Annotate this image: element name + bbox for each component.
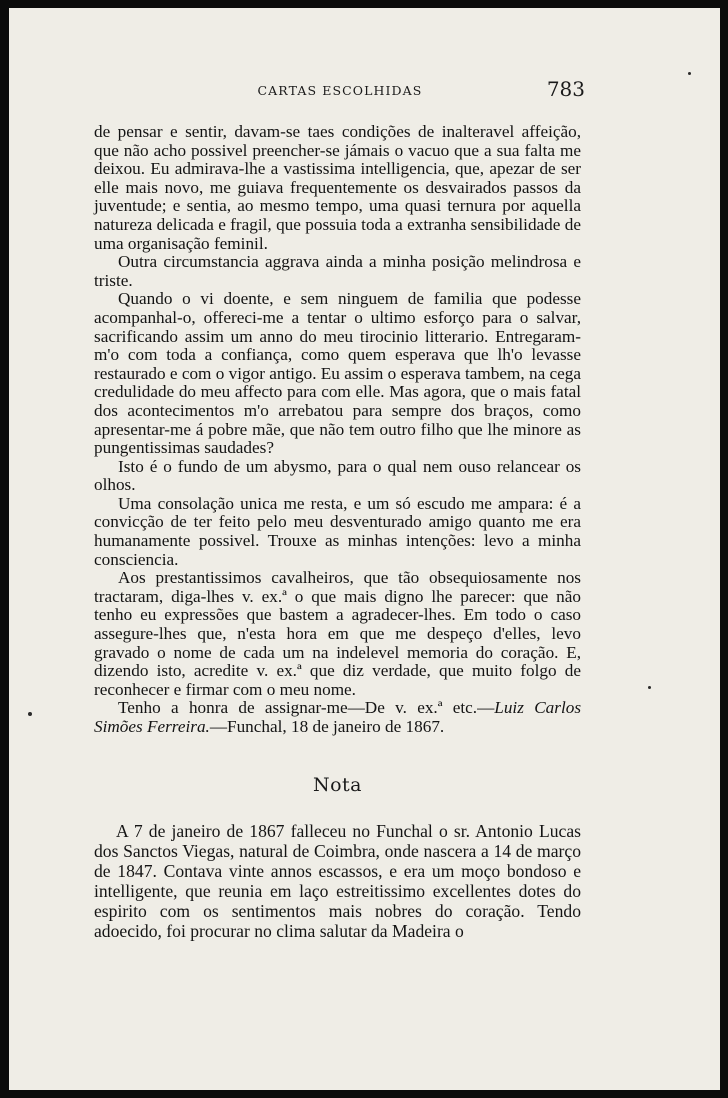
place-date: —Funchal, 18 de janeiro de 1867.	[209, 717, 445, 736]
scan-speck	[688, 72, 691, 75]
letter-paragraph: Outra circumstancia aggrava ainda a minha posição melindrosa e triste.	[94, 252, 581, 290]
letter-paragraph: de pensar e sentir, davam-se taes condições de inalteravel affeição, que não acho possivel preencher-se jámais o vacuo que a sua falta me deixou. Eu admirava-lhe a vastissima intelligencia, que, apezar de ser elle mais novo, me guiava frequentemente os desvairados passos da juventude; e sentia, ao mesmo tempo, uma quasi ternura por aquella natureza delicada e fragil, que possuia toda a extranha sensibilidade de uma organisação feminil.	[94, 122, 581, 253]
scan-speck	[648, 686, 651, 689]
letter-paragraph: Quando o vi doente, e sem ninguem de familia que podesse acompanhal-o, offereci-me a tentar o ultimo esforço para o salvar, sacrificando assim um anno do meu tirocinio litterario. Entregaram-m'o com toda a confiança, como quem esperava que lh'o levasse restaurado e com o vigor antigo. Eu assim o esperava tambem, na cega credulidade do meu affecto para com elle. Mas agora, que o mais fatal dos acontecimentos m'o arrebatou para sempre dos braços, como apresentar-me á pobre mãe, que não tem outro filho que lhe minore as pungentissimas saudades?	[94, 289, 581, 458]
note-heading: Nota	[312, 774, 363, 796]
running-title: CARTAS ESCOLHIDAS	[257, 83, 423, 98]
letter-paragraph: Aos prestantissimos cavalheiros, que tão obsequiosamente nos tractaram, diga-lhes v. ex.ª o que mais digno lhe parecer: que não tenho eu expressões que bastem a agradecer-lhes. Em todo o caso assegure-lhes que, n'esta hora em que me despeço d'elles, levo gravado o nome de cada um na indelevel memoria do coração. E, dizendo isto, acredite v. ex.ª que diz verdade, que muito folgo de reconhecer e firmar com o meu nome.	[94, 568, 581, 699]
letter-paragraph: Isto é o fundo de um abysmo, para o qual nem ouso relancear os olhos.	[94, 456, 581, 495]
letter-closing	[94, 699, 581, 736]
scan-speck	[28, 712, 32, 716]
note-paragraph: A 7 de janeiro de 1867 falleceu no Funchal o sr. Antonio Lucas dos Sanctos Viegas, natural de Coimbra, onde nascera a 14 de março de 1847. Contava vinte annos escassos, e era um moço bondoso e intelligente, que reunia em laço estreitissimo excellentes dotes do espirito com os sentimentos mais nobres do coração. Tendo adoecido, foi procurar no clima salutar da Madeira o	[94, 821, 581, 941]
note-body	[94, 821, 581, 941]
closing-text: Tenho a honra de assignar-me—De v. ex.ª etc.—	[118, 698, 495, 718]
letter-paragraph: Uma consolação unica me resta, e um só escudo me ampara: é a convicção de ter feito pelo meu desventurado amigo quanto me era humanamente possivel. Trouxe as minhas intenções: levo a minha consciencia.	[94, 493, 581, 569]
letter-body	[94, 123, 581, 737]
signature: Luiz Carlos Simões Ferreira.	[94, 698, 582, 736]
page-header	[95, 77, 585, 107]
page-number: 783	[546, 77, 585, 101]
